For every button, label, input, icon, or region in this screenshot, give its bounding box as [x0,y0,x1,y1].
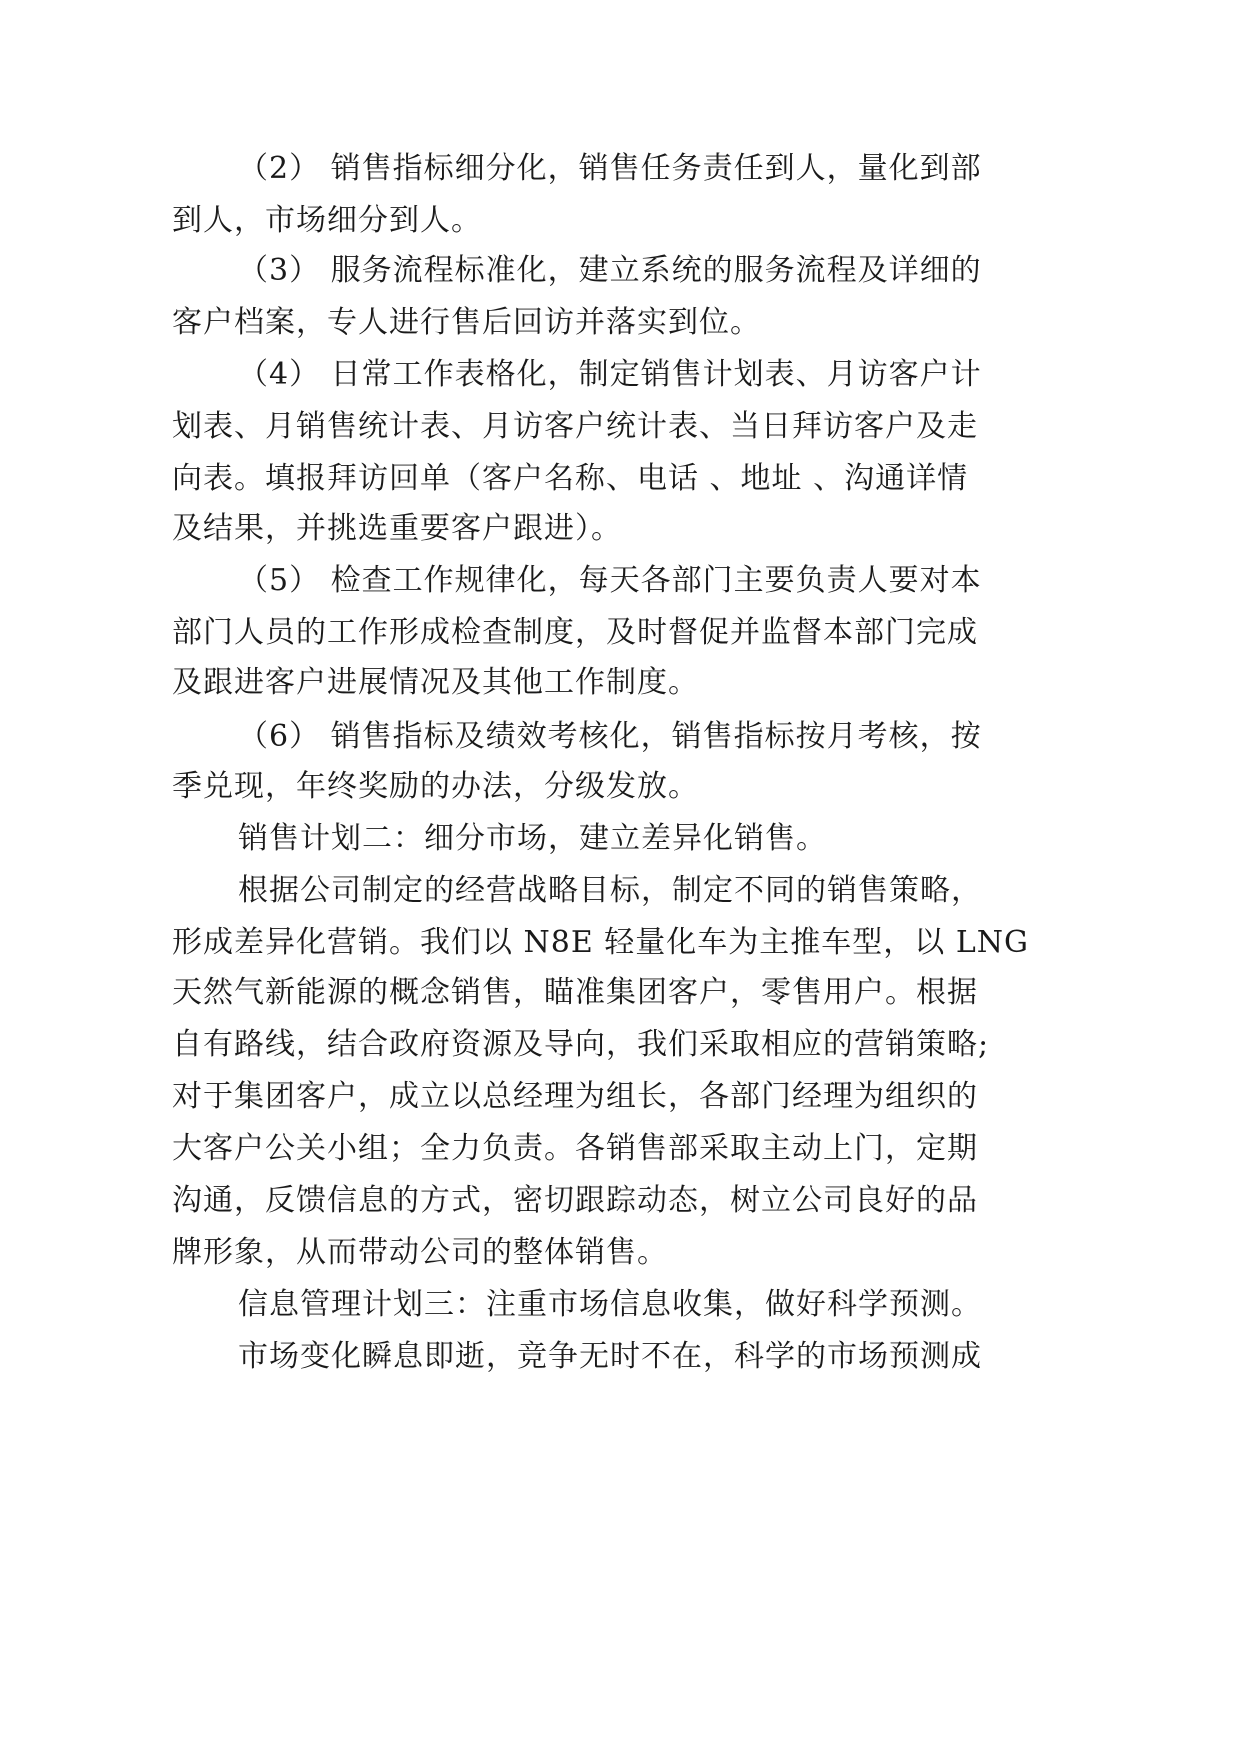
paragraph-line: 形成差异化营销。我们以 N8E 轻量化车为主推车型，以 LNG [172,925,1029,960]
section-heading: 信息管理计划三：注重市场信息收集，做好科学预测。 [238,1287,982,1322]
paragraph-line: 季兑现，年终奖励的办法，分级发放。 [172,769,699,804]
paragraph-line: 对于集团客户，成立以总经理为组长，各部门经理为组织的 [172,1079,978,1114]
paragraph-line: （2） 销售指标细分化，销售任务责任到人，量化到部 [238,151,982,186]
paragraph-line: （4） 日常工作表格化，制定销售计划表、月访客户计 [238,357,982,392]
paragraph-line: 根据公司制定的经营战略目标，制定不同的销售策略， [238,873,982,908]
paragraph-line: 天然气新能源的概念销售，瞄准集团客户，零售用户。根据 [172,975,978,1010]
paragraph-line: 划表、月销售统计表、月访客户统计表、当日拜访客户及走 [172,409,978,444]
section-heading: 销售计划二：细分市场，建立差异化销售。 [238,821,827,856]
paragraph-line: 及结果，并挑选重要客户跟进）。 [172,511,622,546]
paragraph-line: 及跟进客户进展情况及其他工作制度。 [172,665,699,700]
paragraph-line: 牌形象，从而带动公司的整体销售。 [172,1235,668,1270]
paragraph-line: 部门人员的工作形成检查制度，及时督促并监督本部门完成 [172,615,978,650]
paragraph-line: 市场变化瞬息即逝，竞争无时不在，科学的市场预测成 [238,1339,982,1374]
paragraph-line: 到人，市场细分到人。 [172,203,482,238]
paragraph-line: 客户档案，专人进行售后回访并落实到位。 [172,305,761,340]
paragraph-line: （6） 销售指标及绩效考核化，销售指标按月考核，按 [238,719,982,754]
paragraph-line: （5） 检查工作规律化，每天各部门主要负责人要对本 [238,563,982,598]
paragraph-line: 向表。填报拜访回单（客户名称、电话 、地址 、沟通详情 [172,461,969,496]
paragraph-line: 自有路线，结合政府资源及导向，我们采取相应的营销策略; [172,1027,990,1062]
paragraph-line: 大客户公关小组；全力负责。各销售部采取主动上门，定期 [172,1131,978,1166]
paragraph-line: 沟通，反馈信息的方式，密切跟踪动态，树立公司良好的品 [172,1183,978,1218]
paragraph-line: （3） 服务流程标准化，建立系统的服务流程及详细的 [238,253,982,288]
